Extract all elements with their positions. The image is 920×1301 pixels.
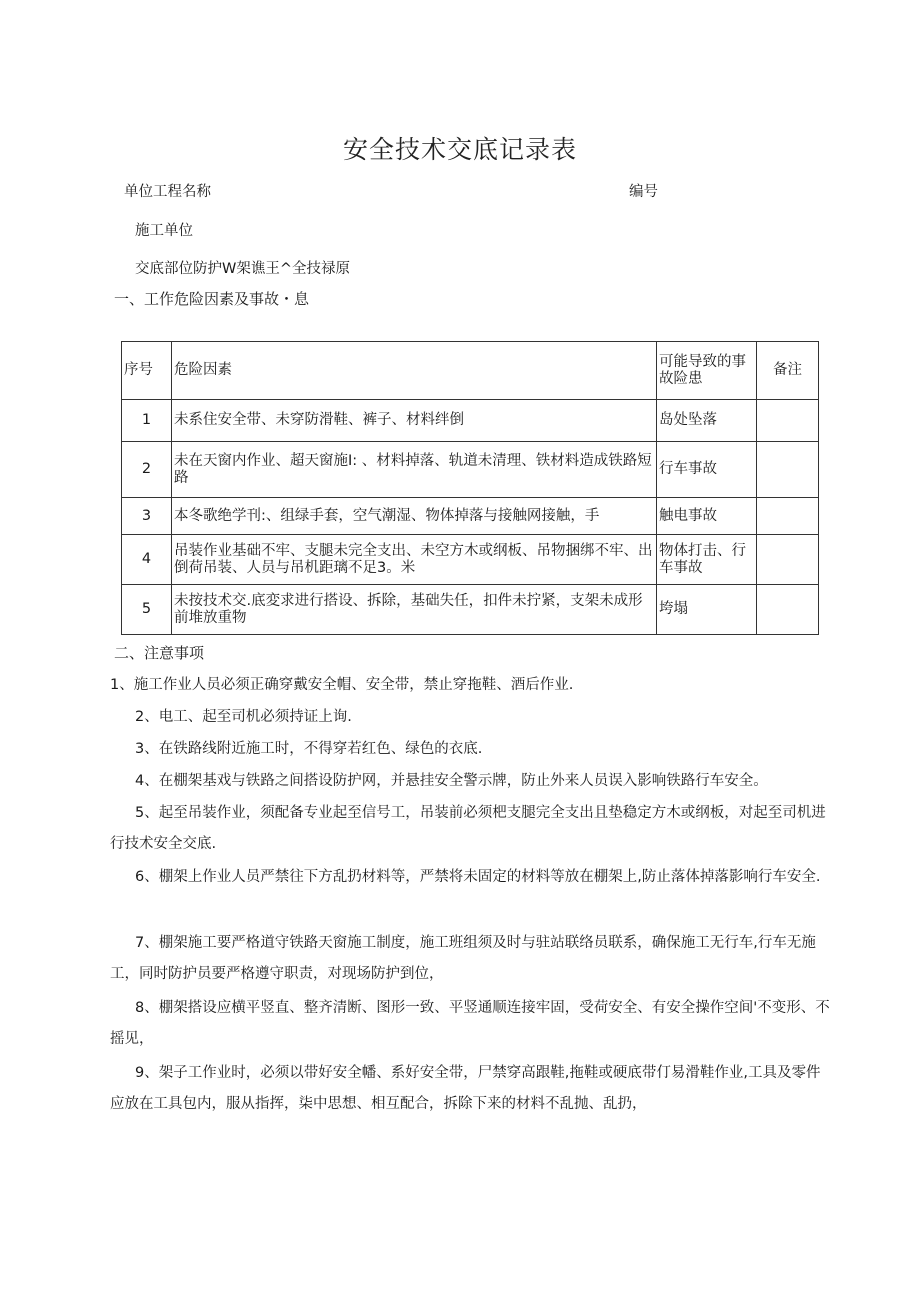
- row-factor: 吊装作业基础不牢、支腿未完全支出、未空方木或纲板、吊物捆绑不牢、出倒荷吊装、人员与吊机距璃不足3。米: [172, 535, 657, 585]
- notice-text: 4、在棚架基戏与铁路之间搭设防护网，并悬挂安全警示牌，防止外来人员误入影响铁路行车安全。: [135, 773, 768, 789]
- row-factor: 未按技术交.底変求进行搭设、拆除，基础失任，扣件未拧紧，支架未成形前堆放重物: [172, 585, 657, 635]
- project-name-label: 单位工程名称: [124, 184, 211, 200]
- row-factor: 本冬歌绝学刊:、组绿手套，空气潮湿、物体掉落与接触网接触，手: [172, 498, 657, 535]
- notice-text: 3、在铁路线附近施工时，不得穿若红色、绿色的衣底.: [135, 741, 483, 757]
- number-label: 编号: [629, 184, 658, 200]
- notice-item-3: [110, 734, 830, 765]
- notice-text: 7、棚架施工要严格道守铁路天窗施工制度，施工班组须及时与驻站联络员联系，确保施工无行车,行车无施工，同时防护员要严格遵守职责，对现场防护到位，: [110, 935, 816, 982]
- row-factor: 未在天窗内作业、超天窗施I: 、材料掉落、轨道未清理、铁材料造成铁路短路: [172, 442, 657, 498]
- header-factor: 危险因素: [172, 342, 657, 400]
- notice-item-4: [110, 766, 830, 797]
- table-row: [122, 442, 819, 498]
- notice-text: 5、起至吊装作业，须配备专业起至信号工，吊装前必须杷支腿完全支出且垫稳定方木或纲板，对起至司机进行技术安全交底.: [110, 805, 826, 852]
- row-accident: 触电事故: [657, 498, 757, 535]
- row-accident: 岛处坠落: [657, 400, 757, 442]
- row-no: 2: [122, 442, 172, 498]
- notice-item-6: [110, 862, 830, 893]
- notice-item-2: [110, 702, 830, 733]
- notice-text: 1、施工作业人员必须正确穿戴安全帽、安全带，禁止穿拖鞋、酒后作业.: [110, 677, 574, 693]
- section1-heading: 一、工作危险因素及事故・息: [114, 290, 310, 308]
- notice-item-7: [110, 928, 830, 990]
- notice-text: 2、电工、起至司机必须持证上询.: [135, 709, 352, 725]
- notice-item-9: [110, 1058, 830, 1120]
- row-accident: 垮塌: [657, 585, 757, 635]
- row-no: 3: [122, 498, 172, 535]
- row-note: [757, 442, 819, 498]
- row-no: 4: [122, 535, 172, 585]
- notice-item-1: [110, 670, 830, 701]
- notice-item-5: [110, 798, 830, 860]
- table-header-row: [122, 342, 819, 400]
- notice-text: 6、棚架上作业人员严禁往下方乱扔材料等，严禁将未固定的材料等放在棚架上,防止落体掉落影响行车安全.: [135, 869, 821, 885]
- document-title: 安全技术交底记录表: [342, 135, 577, 164]
- header-accident: 可能导致的事故险患: [657, 342, 757, 400]
- notice-item-8: [110, 993, 830, 1055]
- section2-heading: 二、注意事项: [114, 644, 205, 662]
- row-note: [757, 585, 819, 635]
- notice-text: 9、架子工作业时，必须以带好安全幡、系好安全带，尸禁穿高跟鞋,拖鞋或硬底带仃易滑鞋作业,工具及零件应放在工具包内，服从指挥，柒中思想、相互配合，拆除下来的材料不乱抛、乱扔，: [110, 1065, 821, 1112]
- table-row: [122, 535, 819, 585]
- table-row: [122, 498, 819, 535]
- construction-unit-label: 施工单位: [135, 223, 193, 239]
- row-accident: 物体打击、行车事故: [657, 535, 757, 585]
- hazard-table: [121, 341, 819, 635]
- row-no: 5: [122, 585, 172, 635]
- row-no: 1: [122, 400, 172, 442]
- table-row: [122, 585, 819, 635]
- row-note: [757, 498, 819, 535]
- row-accident: 行车事故: [657, 442, 757, 498]
- table-row: [122, 400, 819, 442]
- notice-text: 8、棚架搭设应横平竖直、整齐清断、图形一致、平竖通顺连接牢固，受荷安全、有安全操作空间'不变形、不摇见，: [110, 1000, 830, 1047]
- location-line: 交底部位防护W架谯王^全技禄原: [135, 261, 350, 277]
- row-factor: 未系住安全带、未穿防滑鞋、裤子、材料绊倒: [172, 400, 657, 442]
- header-note: 备注: [757, 342, 819, 400]
- row-note: [757, 400, 819, 442]
- row-note: [757, 535, 819, 585]
- header-no: 序号: [122, 342, 172, 400]
